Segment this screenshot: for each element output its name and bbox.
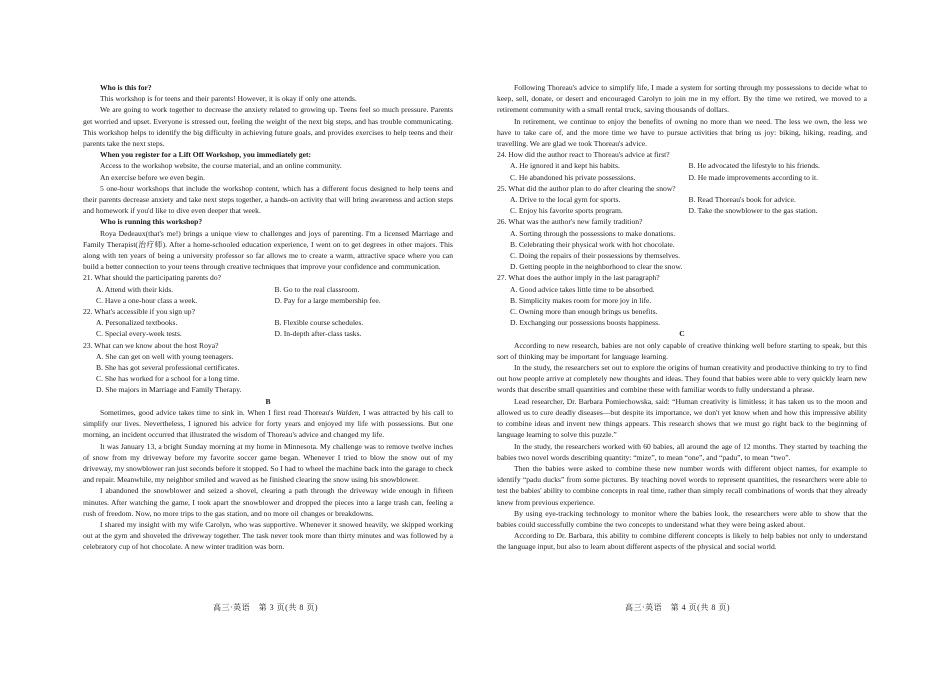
option-b: B. He advocated the lifestyle to his friends. bbox=[688, 161, 820, 171]
text-span: Sometimes, good advice takes time to sink in. When I first read Thoreau's bbox=[100, 407, 337, 417]
paragraph: Roya Dedeaux(that's me!) brings a unique view to challenges and joys of parenting. I'm a licensed Marriage and Family Therapist(治疗师). After a home-schooled education experience, I went on to get degrees in other majors. This along with ten years of being a university professor so far allows me to create a warm, attractive space where you can build a better connection to your teens through creative techniques that improve your confidence and communication. bbox=[83, 228, 453, 272]
option-a: A. He ignored it and kept his habits. bbox=[510, 161, 620, 171]
paragraph: Lead researcher, Dr. Barbara Pomiechowska, said: “Human creativity is limitless; it has taken us to the moon and allowed us to cure deadly diseases—but despite its importance, we don't yet know when and how this impressive ability to combine ideas and invent new things appears. This research shows that we must go right back to the beginning of language learning to solve this puzzle.” bbox=[497, 396, 867, 440]
option-b: B. Flexible course schedules. bbox=[274, 318, 364, 328]
option-b: B. Simplicity makes room for more joy in life. bbox=[510, 295, 652, 305]
paragraph: We are going to work together to decrease the anxiety related to growing up. Teens feel so much pressure. Parents get worried and upset. Everyone is stressed out, feeling the weight of the next big steps, and has trouble communicating. This workshop helps to identify the big difficulty in achieving future goals, and provides exercises to help teens and their parents take the next steps. bbox=[83, 105, 453, 149]
paragraph: According to new research, babies are not only capable of creative thinking well before starting to speak, but this sort of thinking may be important for language learning. bbox=[497, 340, 867, 361]
option-d: D. He made improvements according to it. bbox=[688, 172, 818, 182]
paragraph: By using eye-tracking technology to monitor where the babies look, the researchers were able to show that the babies could successfully combine the two concepts to understand what they were being asked about. bbox=[497, 508, 867, 529]
option-b: B. Read Thoreau's book for advice. bbox=[688, 195, 796, 205]
paragraph: An exercise before we even begin. bbox=[100, 172, 205, 182]
question-23 bbox=[83, 340, 453, 396]
paragraph: In the study, the researchers set out to explore the origins of human creativity and productive thinking to try to find out how people arrive at completely new thoughts and ideas. They found that babies were able to very quickly learn new words that describe small quantities and combine these with familiar words to fully understand a phrase. bbox=[497, 363, 867, 395]
option-d: D. Exchanging our possessions boosts happiness. bbox=[510, 318, 660, 328]
section-label-b: B bbox=[265, 396, 271, 406]
option-a: A. She can get on well with young teenagers. bbox=[96, 351, 234, 361]
question-25 bbox=[497, 183, 867, 217]
option-c: C. Enjoy his favorite sports program. bbox=[510, 206, 623, 216]
question-26 bbox=[497, 216, 867, 272]
heading-who-is-this-for: Who is this for? bbox=[100, 83, 152, 92]
paragraph: Then the babies were asked to combine these new number words with different object names, for example to identify “padu ducks” from some pictures. By teaching novel words to represent quantities, the researchers were able to test the babies' ability to combine concepts in real time, rather than simply recall combinations of words that they already knew from previous experience. bbox=[497, 463, 867, 507]
option-b: B. Celebrating their physical work with hot chocolate. bbox=[510, 239, 675, 249]
question-stem: 24. How did the author react to Thoreau's advice at first? bbox=[497, 150, 670, 160]
question-stem: 25. What did the author plan to do after clearing the snow? bbox=[497, 183, 676, 193]
question-stem: 23. What can we know about the host Roya? bbox=[83, 340, 219, 350]
option-c: C. Owning more than enough brings us benefits. bbox=[510, 307, 658, 317]
text-span: , I was attracted by his call to simplify our lives. Nevertheless, I ignored his advice for forty years and enjoyed my life with possessions. But one morning, an incident occurred that illustrated the wisdom of Thoreau's advice and changed my life. bbox=[83, 407, 453, 440]
question-24 bbox=[497, 149, 867, 183]
question-stem: 21. What should the participating parents do? bbox=[83, 273, 221, 283]
question-stem: 27. What does the author imply in the last paragraph? bbox=[497, 273, 660, 283]
option-c: C. Have a one-hour class a week. bbox=[96, 295, 198, 305]
option-c: C. Special every-week tests. bbox=[96, 329, 182, 339]
option-a: A. Attend with their kids. bbox=[96, 284, 174, 294]
paragraph: This workshop is for teens and their parents! However, it is okay if only one attends. bbox=[100, 94, 357, 104]
heading-who-is-running: Who is running this workshop? bbox=[100, 217, 203, 227]
option-a: A. Drive to the local gym for sports. bbox=[510, 195, 621, 205]
option-b: B. She has got several professional certificates. bbox=[96, 363, 240, 373]
question-22 bbox=[83, 306, 453, 340]
option-d: D. Pay for a large membership fee. bbox=[274, 295, 381, 305]
question-stem: 26. What was the author's new family tradition? bbox=[497, 217, 643, 227]
option-a: A. Good advice takes little time to be absorbed. bbox=[510, 284, 655, 294]
paragraph: It was January 13, a bright Sunday morning at my home in Minnesota. My challenge was to remove twelve inches of snow from my driveway before my favorite soccer game began. Whenever I tried to blow the snow out of my driveway, my snowblower ran just seconds before it stopped. So I had to wheel the machine back into the garage to check and repair. Meanwhile, my neighbor smiled and waved as he finished clearing the snow using his snowblower. bbox=[83, 441, 454, 485]
option-c: C. She has worked for a school for a long time. bbox=[96, 374, 240, 384]
paragraph bbox=[83, 407, 453, 441]
question-stem: 22. What's accessible if you sign up? bbox=[83, 307, 195, 317]
option-a: A. Personalized textbooks. bbox=[96, 318, 178, 328]
right-column bbox=[497, 82, 867, 553]
option-d: D. Take the snowblower to the gas station. bbox=[688, 206, 818, 216]
left-column bbox=[83, 82, 453, 553]
option-d: D. In-depth after-class tasks. bbox=[274, 329, 362, 339]
paragraph: I abandoned the snowblower and seized a shovel, clearing a path through the driveway wide enough in fifteen minutes. After watching the game, I took apart the snowblower and dropped the pieces into a large trash can, feeling a rush of freedom. Now, no more trips to the gas station, and no more oil changes or breakdowns. bbox=[83, 486, 453, 518]
paragraph: In the study, the researchers worked with 60 babies, all around the age of 12 months. They started by teaching the babies two novel words describing quantity: “mize”, to mean “one”, and “padu”, to mean “two”. bbox=[497, 441, 867, 462]
page-footer-left: 高三·英语 第 3 页(共 8 页) bbox=[213, 603, 318, 612]
paragraph: Access to the workshop website, the course material, and an online community. bbox=[100, 161, 342, 171]
page-footer-right: 高三·英语 第 4 页(共 8 页) bbox=[625, 603, 730, 612]
option-c: C. Doing the repairs of their possessions by themselves. bbox=[510, 251, 680, 261]
option-d: D. She majors in Marriage and Family Therapy. bbox=[96, 385, 242, 395]
book-title: Walden bbox=[336, 407, 359, 417]
option-c: C. He abandoned his private possessions. bbox=[510, 172, 636, 182]
paragraph: In retirement, we continue to enjoy the benefits of owning no more than we need. The less we own, the less we have to take care of, and the more time we have to pursue activities that bring us joy: biking, hiking, reading, and travelling. We are glad we took Thoreau's advice. bbox=[497, 116, 867, 149]
option-b: B. Go to the real classroom. bbox=[274, 284, 360, 294]
section-label-c: C bbox=[679, 329, 685, 339]
option-a: A. Sorting through the possessions to make donations. bbox=[510, 228, 676, 238]
heading-register: When you register for a Lift Off Workshop, you immediately get: bbox=[100, 150, 311, 160]
paragraph: According to Dr. Barbara, this ability to combine different concepts is likely to help babies not only to understand the language input, but also to learn about different aspects of the physical and social world. bbox=[497, 531, 867, 552]
option-d: D. Getting people in the neighborhood to clear the snow. bbox=[510, 262, 683, 272]
paragraph: I shared my insight with my wife Carolyn, who was supportive. Whenever it snowed heavily, we skipped working out at the gym and shoveled the driveway together. The task never took more than thirty minutes and was followed by a celebratory cup of hot chocolate. A new winter tradition was born. bbox=[83, 519, 453, 552]
question-27 bbox=[497, 272, 867, 328]
question-21 bbox=[83, 272, 453, 306]
paragraph: Following Thoreau's advice to simplify life, I made a system for sorting through my possessions to decide what to keep, sell, donate, or desert and encouraged Carolyn to join me in my effort. By the time we retired, we moved to a retirement community with a small rental truck, saving thousands of dollars. bbox=[497, 83, 867, 115]
paragraph: 5 one-hour workshops that include the workshop content, which has a different focus designed to help teens and their parents decrease anxiety and take next steps together, a hands-on activity that will bring awareness and action steps and homework if you'd like to dive even deeper that week. bbox=[83, 183, 453, 216]
